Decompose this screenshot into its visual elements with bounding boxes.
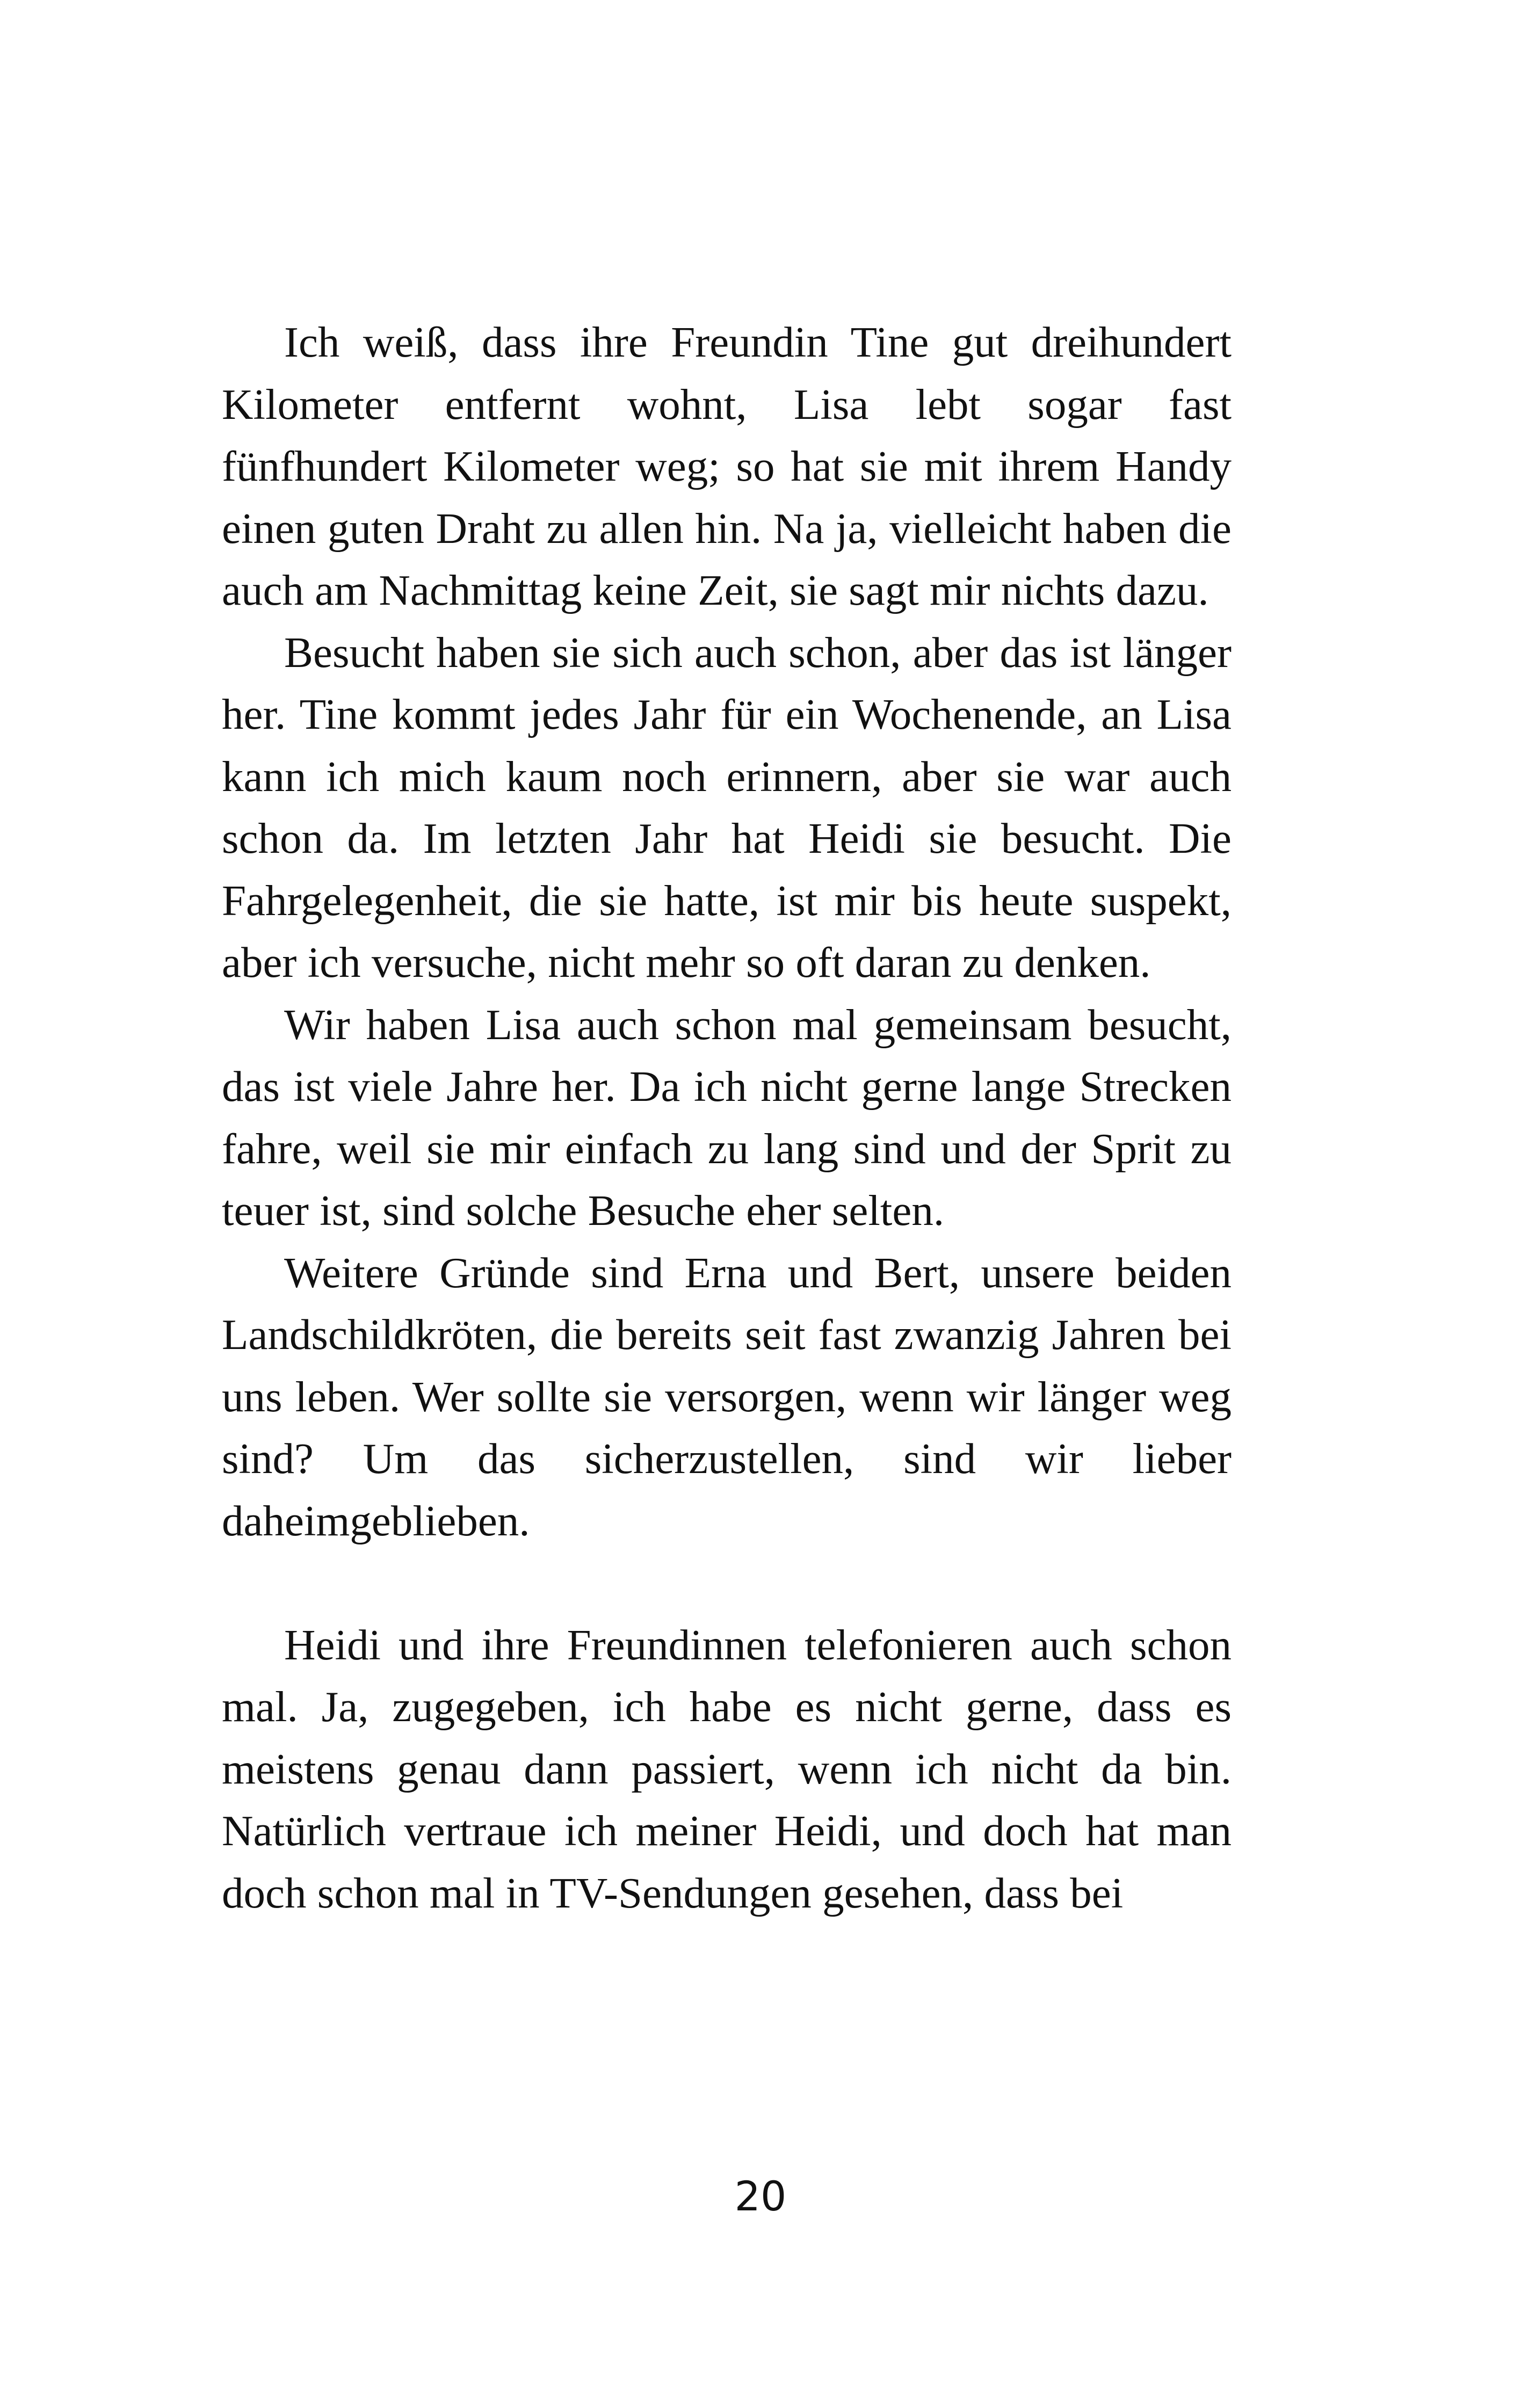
paragraph: Heidi und ihre Freundinnen telefonieren auch schon mal. Ja, zugegeben, ich habe es nicht gerne, dass es meistens genau dann passiert, wenn ich nicht da bin. Natürlich vertraue ich meiner Heidi, und doch hat man doch schon mal in TV-Sendungen gesehen, dass bei	[222, 1620, 1232, 1917]
paragraph: Ich weiß, dass ihre Freundin Tine gut dreihundert Kilometer entfernt wohnt, Lisa lebt sogar fast fünfhundert Kilometer weg; so hat sie mit ihrem Handy einen guten Draht zu allen hin. Na ja, vielleicht haben die auch am Nachmittag keine Zeit, sie sagt mir nichts dazu.	[222, 318, 1232, 614]
paragraph: Weitere Gründe sind Erna und Bert, unsere beiden Landschildkröten, die bereits seit fast zwanzig Jahren bei uns leben. Wer sollte sie versorgen, wenn wir länger weg sind? Um das sicherzustellen, sind wir lieber daheimgeblieben.	[222, 1248, 1232, 1545]
paragraph: Wir haben Lisa auch schon mal gemeinsam besucht, das ist viele Jahre her. Da ich nicht gerne lange Strecken fahre, weil sie mir einfach zu lang sind und der Sprit zu teuer ist, sind solche Besuche eher selten.	[222, 1000, 1232, 1235]
paragraph: Besucht haben sie sich auch schon, aber das ist länger her. Tine kommt jedes Jahr für ein Wochenende, an Lisa kann ich mich kaum noch erinnern, aber sie war auch schon da. Im letzten Jahr hat Heidi sie besucht. Die Fahrgelegenheit, die sie hatte, ist mir bis heute suspekt, aber ich versuche, nicht mehr so oft daran zu denken.	[222, 628, 1232, 987]
page-number: 20	[734, 2172, 787, 2220]
body-text	[222, 311, 1232, 1924]
